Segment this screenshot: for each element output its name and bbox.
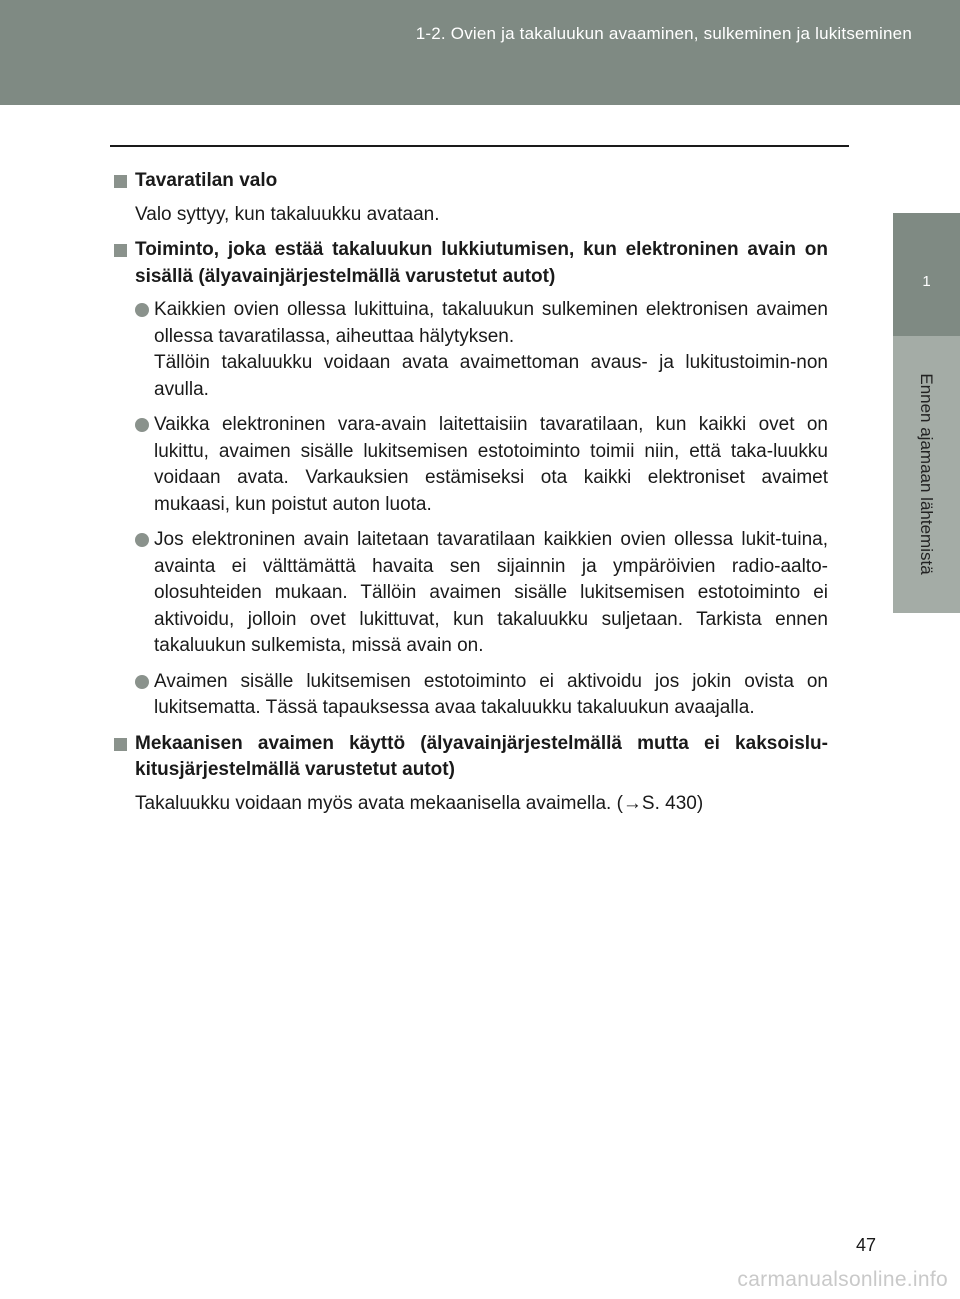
circle-bullet-icon — [135, 533, 149, 547]
bullet-text: Avaimen sisälle lukitsemisen estotoiminto ei aktivoidu jos jokin ovista on lukitsematta. Tässä tapauksessa avaa takaluukku takaluukun avaajalla. — [154, 670, 828, 718]
divider-rule — [110, 145, 849, 147]
bullet-item — [112, 297, 828, 403]
bullet-item — [112, 412, 828, 518]
circle-bullet-icon — [135, 303, 149, 317]
page-content — [112, 168, 828, 826]
chapter-label: Ennen ajamaan lähtemistä — [917, 373, 936, 575]
section-heading — [112, 237, 828, 290]
chapter-number: 1 — [922, 273, 931, 290]
circle-bullet-icon — [135, 675, 149, 689]
chapter-tab — [893, 213, 960, 336]
page-number: 47 — [856, 1235, 877, 1255]
body-paragraph: Valo syttyy, kun takaluukku avataan. — [135, 203, 440, 225]
square-bullet-icon — [114, 244, 127, 257]
section-title: 1-2. Ovien ja takaluukun avaaminen, sulkeminen ja lukitseminen — [415, 24, 912, 43]
bullet-item — [112, 669, 828, 722]
square-bullet-icon — [114, 738, 127, 751]
bullet-text: Tällöin takaluukku voidaan avata avaimettoman avaus- ja lukitustoimin-non avulla. — [154, 352, 828, 400]
circle-bullet-icon — [135, 418, 149, 432]
chapter-header-band — [0, 0, 960, 105]
body-paragraph: Takaluukku voidaan myös avata mekaanisella avaimella. (→S. 430) — [135, 792, 704, 814]
bullet-text: Kaikkien ovien ollessa lukittuina, takaluukun sulkeminen elektronisen avaimen ollessa tavaratilassa, aiheuttaa hälytyksen. — [154, 299, 828, 347]
bullet-text: Vaikka elektroninen vara-avain laitettaisiin tavaratilaan, kun kaikki ovet on lukittu, avaimen sisälle lukitsemisen estotoiminto toimii niin, että taka-luukku voidaan avata. Varkauksien estämiseksi ota kaikki elektroniset avaimet mukaasi, kun poistut auton luota. — [154, 414, 828, 515]
section-heading — [112, 168, 828, 195]
heading-text: Tavaratilan valo — [135, 170, 278, 191]
bullet-item — [112, 527, 828, 660]
heading-text: Toiminto, joka estää takaluukun lukkiutumisen, kun elektroninen avain on sisällä (älyavainjärjestelmällä varustetut autot) — [135, 239, 828, 287]
watermark: carmanualsonline.info — [737, 1268, 948, 1291]
heading-text: Mekaanisen avaimen käyttö (älyavainjärjestelmällä mutta ei kaksoislu-kitusjärjestelmällä varustetut autot) — [135, 732, 828, 780]
section-heading — [112, 731, 828, 784]
square-bullet-icon — [114, 175, 127, 188]
bullet-text: Jos elektroninen avain laitetaan tavaratilaan kaikkien ovien ollessa lukit-tuina, avainta ei välttämättä havaita sen sijainnin ja ympäröivien radio-aalto-olosuhteiden mukaan. Tällöin avaimen sisälle lukitsemisen estotoiminto ei aktivoidu, jolloin ovet lukittuvat, kun takaluukku suljetaan. Tarkista ennen takaluukun sulkemista, missä avain on. — [154, 529, 828, 656]
